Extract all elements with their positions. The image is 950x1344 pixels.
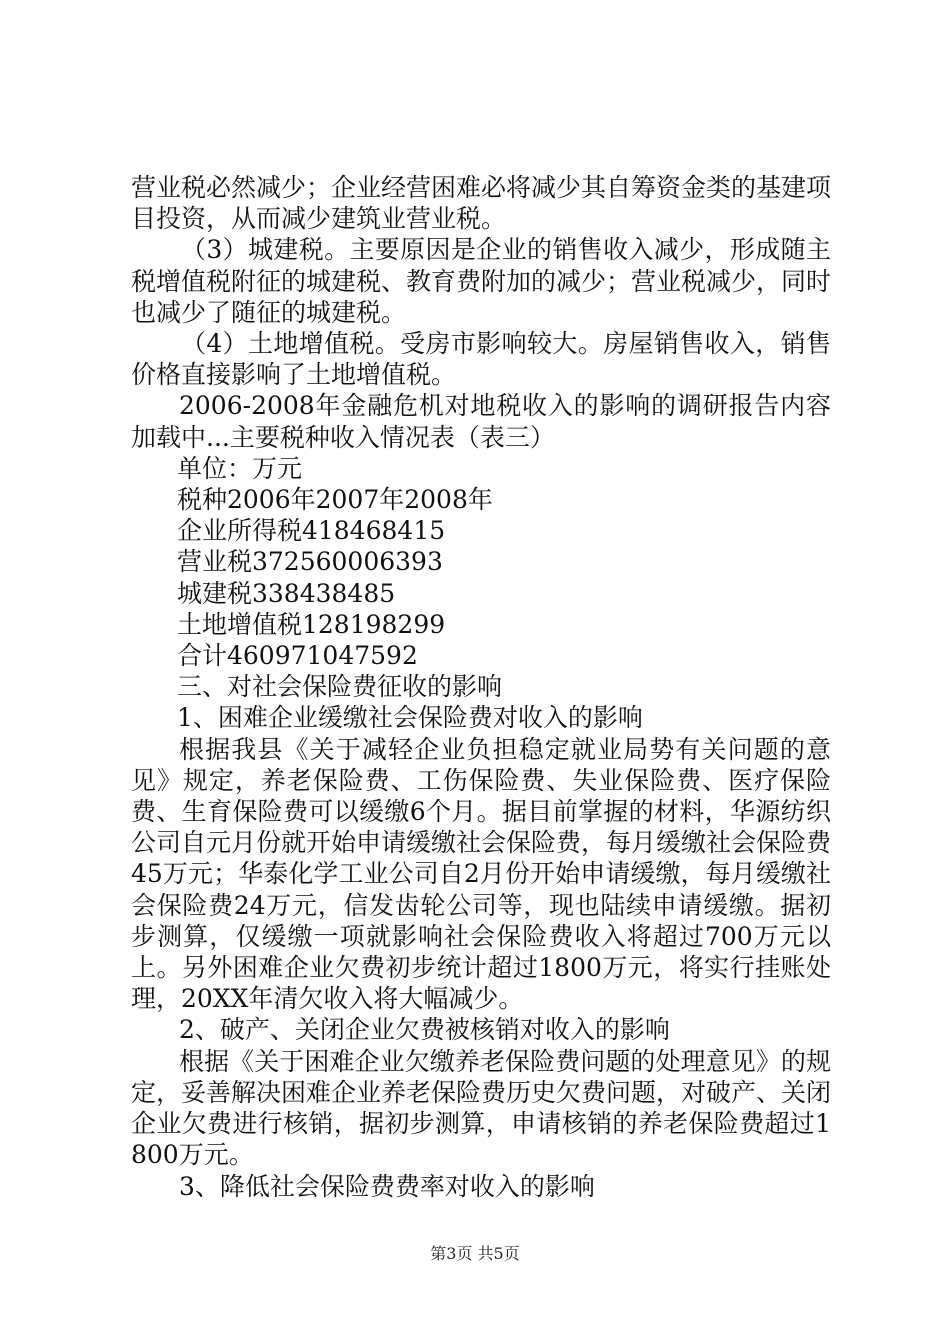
section-heading-social-insurance: 三、对社会保险费征收的影响 [177, 672, 503, 702]
paragraph-deferred-payment-details: 根据我县《关于减轻企业负担稳定就业局势有关问题的意见》规定，养老保险费、工伤保险费、失业保险费、医疗保险费、生育保险费可以缓缴6个月。据目前掌握的材料，华源纺织公司自元月份就开始申请缓缴社会保险费，每月缓缴社会保险费45万元；华泰化学工业公司自2月份开始申请缓缴，每月缓缴社会保险费24万元，信发齿轮公司等，现也陆续申请缓缴。据初步测算，仅缓缴一项就影响社会保险费收入将超过700万元以上。另外困难企业欠费初步统计超过1800万元，将实行挂账处理，20XX年清欠收入将大幅减少。 [131, 734, 832, 1014]
paragraph-urban-construction-tax: （3）城建税。主要原因是企业的销售收入减少，形成随主税增值税附征的城建税、教育费附加的减少；营业税减少，同时也减少了随征的城建税。 [131, 235, 832, 327]
table-row-total: 合计460971047592 [177, 641, 418, 671]
page-number-footer: 第3页 共5页 [430, 1244, 520, 1263]
table-header-line: 税种2006年2007年2008年 [177, 485, 493, 515]
paragraph-report-title-table3: 2006-2008年金融危机对地税收入的影响的调研报告内容加载中...主要税种收入情况表（表三） [131, 391, 831, 452]
table-row-urban-construction-tax: 城建税338438485 [177, 578, 396, 608]
paragraph-business-tax-continued: 营业税必然减少；企业经营困难必将减少其自筹资金类的基建项目投资，从而减少建筑业营业税。 [131, 173, 832, 234]
paragraph-land-value-added-tax: （4）土地增值税。受房市影响较大。房屋销售收入，销售价格直接影响了土地增值税。 [131, 329, 831, 390]
subheading-bankruptcy-writeoff: 2、破产、关闭企业欠费被核销对收入的影响 [179, 1015, 670, 1045]
table-row-enterprise-income-tax: 企业所得税418468415 [177, 516, 446, 546]
table-unit-line: 单位：万元 [177, 453, 303, 483]
document-body [131, 172, 831, 1202]
subheading-deferred-payment: 1、困难企业缓缴社会保险费对收入的影响 [177, 703, 643, 733]
paragraph-bankruptcy-writeoff-details: 根据《关于困难企业欠缴养老保险费问题的处理意见》的规定，妥善解决困难企业养老保险费历史欠费问题，对破产、关闭企业欠费进行核销，据初步测算，申请核销的养老保险费超过1800万元。 [131, 1046, 832, 1170]
table-row-business-tax: 营业税372560006393 [177, 547, 443, 577]
table-row-land-value-added-tax: 土地增值税128198299 [177, 609, 446, 639]
subheading-rate-reduction: 3、降低社会保险费费率对收入的影响 [179, 1171, 595, 1201]
